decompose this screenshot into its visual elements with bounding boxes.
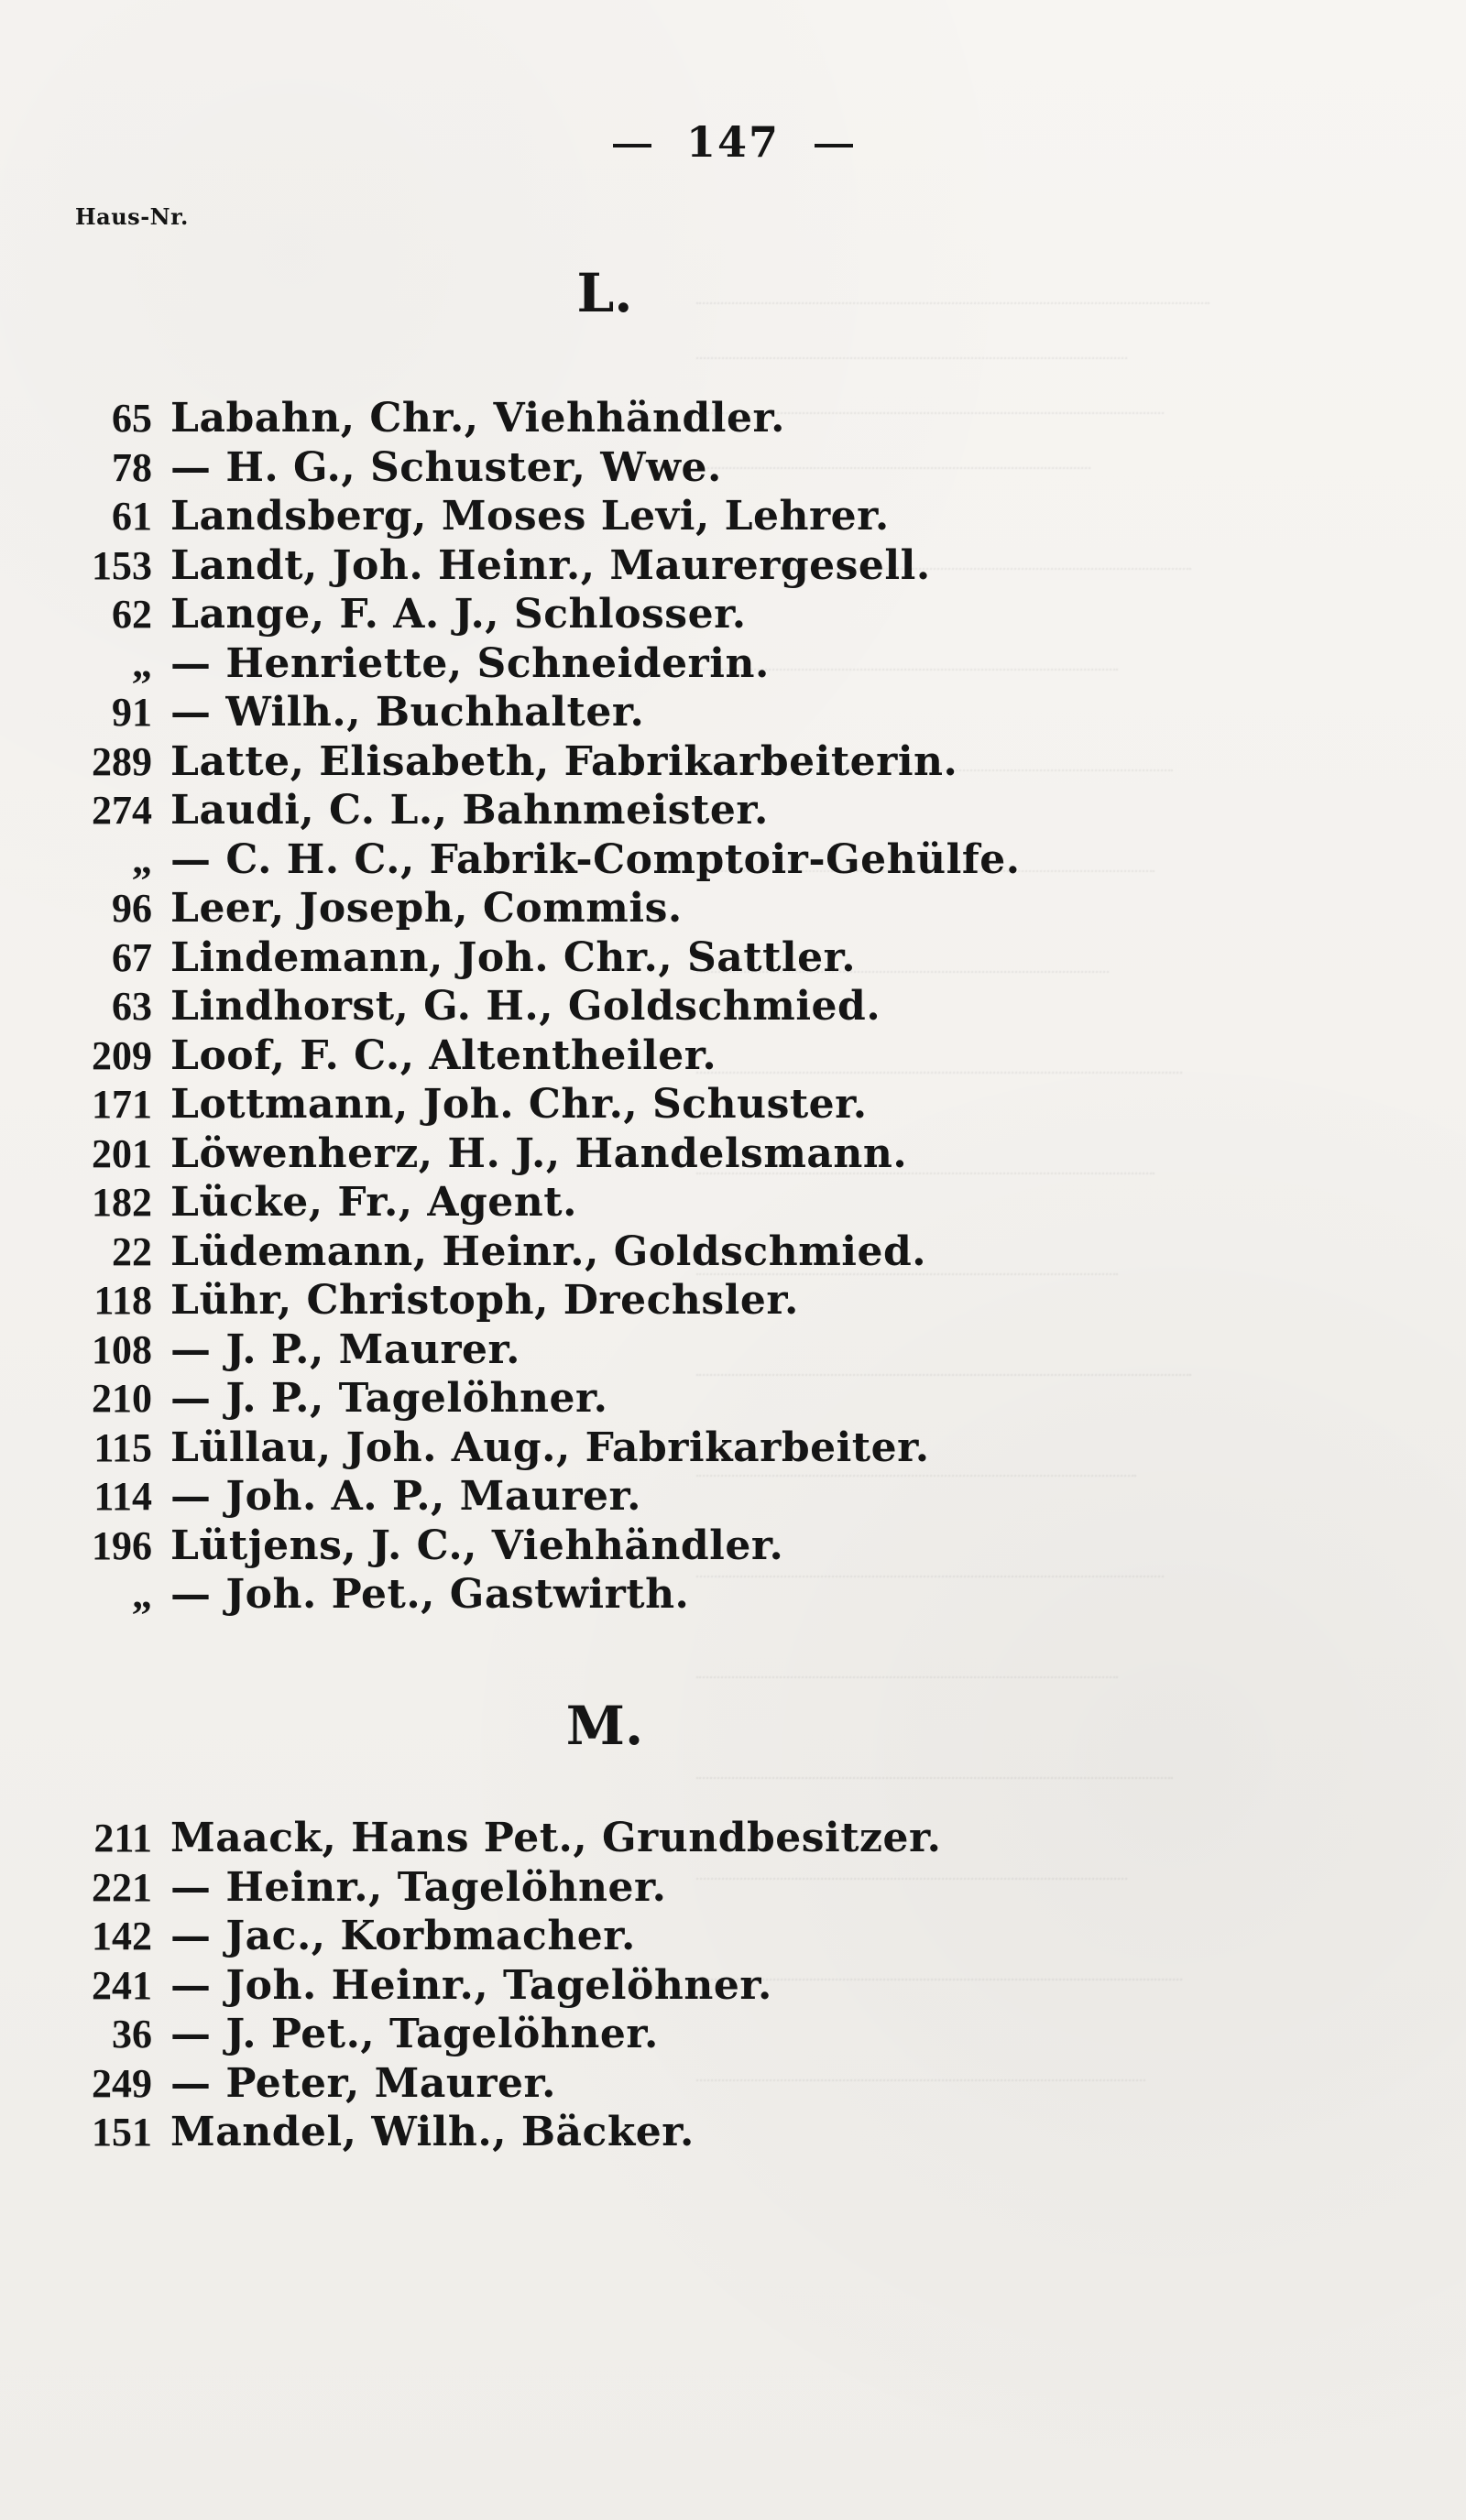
house-number: 289 — [92, 738, 152, 784]
house-number: 211 — [93, 1816, 152, 1860]
directory-entry — [64, 590, 1182, 639]
house-number: 274 — [92, 788, 152, 833]
entry-text: — J. P., Tagelöhner. — [170, 1375, 608, 1422]
entry-text: — Joh. A. P., Maurer. — [170, 1473, 641, 1520]
house-number: 62 — [112, 592, 152, 637]
house-number: 115 — [93, 1424, 152, 1470]
entry-text: Landt, Joh. Heinr., Maurergesell. — [170, 541, 931, 589]
entry-text: — J. P., Maurer. — [170, 1325, 520, 1373]
house-number: 210 — [92, 1376, 152, 1421]
house-number: 196 — [92, 1522, 152, 1568]
house-number: 96 — [112, 886, 152, 931]
entry-text: Laudi, C. L., Bahnmeister. — [170, 787, 769, 834]
section-heading-m: M. — [565, 1695, 644, 1757]
directory-entry — [64, 1129, 1182, 1179]
directory-entry — [64, 1522, 1182, 1571]
directory-entry — [64, 1472, 1182, 1522]
entry-text: Landsberg, Moses Levi, Lehrer. — [170, 493, 890, 540]
entry-text: Latte, Elisabeth, Fabrikarbeiterin. — [170, 737, 958, 785]
house-number: 114 — [93, 1474, 152, 1519]
directory-entry — [64, 1374, 1182, 1424]
house-number: 63 — [112, 984, 152, 1029]
directory-entry — [64, 2010, 1182, 2059]
directory-entry — [64, 541, 1182, 591]
directory-entry — [64, 1424, 1182, 1473]
directory-entry — [64, 1325, 1182, 1375]
entry-text: Löwenherz, H. J., Handelsmann. — [170, 1129, 908, 1177]
entry-text: — Heinr., Tagelöhner. — [170, 1863, 667, 1911]
page-number: 147 — [685, 117, 781, 167]
directory-entry — [64, 1276, 1182, 1325]
house-number: 22 — [112, 1228, 152, 1274]
house-number: 241 — [92, 1962, 152, 2008]
directory-entry — [64, 737, 1182, 787]
entry-text: Lindemann, Joh. Chr., Sattler. — [170, 933, 857, 981]
entry-text: Loof, F. C., Altentheiler. — [170, 1031, 717, 1079]
left-dash — [613, 144, 651, 147]
directory-entry — [64, 394, 1182, 443]
section-l-list — [64, 394, 1182, 1620]
entry-text: Labahn, Chr., Viehhändler. — [170, 395, 785, 442]
entry-text: Lühr, Christoph, Drechsler. — [170, 1277, 799, 1324]
house-number: 78 — [112, 444, 152, 490]
house-number: 249 — [92, 2060, 152, 2106]
entry-text: Mandel, Wilh., Bäcker. — [170, 2109, 695, 2155]
entry-text: Lüdemann, Heinr., Goldschmied. — [170, 1227, 927, 1275]
section-m-list — [64, 1814, 1182, 2157]
entry-text: — Joh. Heinr., Tagelöhner. — [170, 1961, 772, 2009]
directory-entry — [64, 1863, 1182, 1913]
house-number: „ — [132, 836, 152, 882]
directory-entry — [64, 835, 1182, 885]
directory-entry — [64, 1031, 1182, 1081]
directory-entry — [64, 1227, 1182, 1277]
entry-text: — H. G., Schuster, Wwe. — [170, 443, 722, 491]
house-number-label: Haus-Nr. — [75, 203, 189, 230]
house-number: 142 — [92, 1914, 152, 1958]
directory-entry — [64, 786, 1182, 835]
entry-text: — Jac., Korbmacher. — [170, 1913, 636, 1959]
house-number: 65 — [112, 396, 152, 441]
house-number: 108 — [92, 1326, 152, 1372]
house-number: 201 — [92, 1130, 152, 1176]
entry-text: Maack, Hans Pet., Grundbesitzer. — [170, 1815, 942, 1861]
entry-text: Lottmann, Joh. Chr., Schuster. — [170, 1081, 868, 1128]
directory-entry — [64, 2108, 1182, 2157]
directory-entry — [64, 1080, 1182, 1129]
entry-text: — C. H. C., Fabrik-Comptoir-Gehülfe. — [170, 835, 1021, 883]
entry-text: Lange, F. A. J., Schlosser. — [170, 591, 747, 638]
entry-text: — Joh. Pet., Gastwirth. — [170, 1571, 690, 1618]
entry-text: Lüllau, Joh. Aug., Fabrikarbeiter. — [170, 1424, 930, 1471]
house-number: 61 — [112, 494, 152, 539]
house-number: „ — [132, 1572, 152, 1617]
house-number: 182 — [92, 1180, 152, 1225]
directory-entry — [64, 1961, 1182, 2011]
directory-entry — [64, 933, 1182, 983]
entry-text: — J. Pet., Tagelöhner. — [170, 2011, 659, 2057]
house-number: 36 — [112, 2012, 152, 2056]
entry-text: — Henriette, Schneiderin. — [170, 639, 770, 687]
entry-text: Lindhorst, G. H., Goldschmied. — [170, 983, 881, 1030]
entry-text: — Peter, Maurer. — [170, 2059, 556, 2107]
entry-text: Leer, Joseph, Commis. — [170, 885, 683, 932]
section-heading-l: L. — [576, 262, 633, 324]
house-number: 67 — [112, 934, 152, 980]
directory-entry — [64, 443, 1182, 493]
directory-entry — [64, 1814, 1182, 1863]
directory-entry — [64, 2059, 1182, 2109]
entry-text: — Wilh., Buchhalter. — [170, 689, 645, 736]
directory-entry — [64, 1178, 1182, 1227]
house-number: 153 — [92, 542, 152, 588]
house-number: 221 — [92, 1864, 152, 1910]
house-number: 118 — [93, 1278, 152, 1323]
house-number: 209 — [92, 1032, 152, 1078]
page-header — [0, 117, 1466, 167]
right-dash — [815, 144, 853, 147]
directory-entry — [64, 884, 1182, 933]
directory-entry — [64, 1912, 1182, 1961]
house-number: „ — [132, 640, 152, 686]
entry-text: Lücke, Fr., Agent. — [170, 1179, 577, 1226]
directory-entry — [64, 492, 1182, 541]
directory-entry — [64, 639, 1182, 689]
directory-entry — [64, 688, 1182, 737]
directory-entry — [64, 982, 1182, 1031]
house-number: 151 — [92, 2110, 152, 2155]
house-number: 171 — [92, 1082, 152, 1127]
directory-entry — [64, 1570, 1182, 1620]
house-number: 91 — [112, 690, 152, 735]
entry-text: Lütjens, J. C., Viehhändler. — [170, 1522, 784, 1569]
